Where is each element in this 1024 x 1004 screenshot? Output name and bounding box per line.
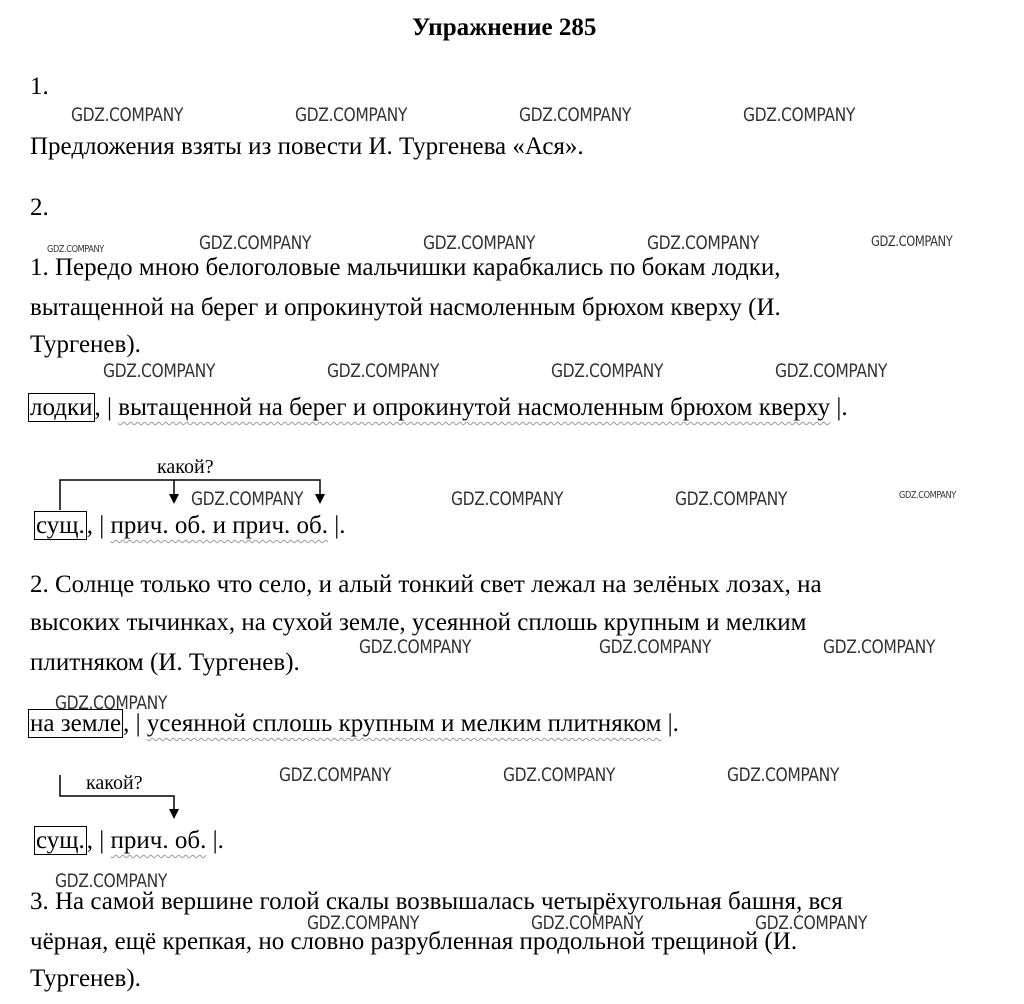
question-label-2: какой? [86, 772, 143, 794]
watermark: GDZ.COMPANY [279, 764, 392, 786]
scheme-1 [34, 511, 346, 541]
watermark: GDZ.COMPANY [295, 104, 408, 126]
defined-noun-box: на земле [30, 710, 122, 737]
separator: , | [123, 710, 147, 737]
sentence-3-line-2: чёрная, ещё крепкая, но словно разрубленная продольной трещиной (И. [30, 928, 798, 955]
part-1-number: 1. [30, 73, 49, 100]
watermark: GDZ.COMPANY [647, 232, 760, 254]
scheme-phrase: прич. об. [110, 827, 207, 854]
sentence-2-line-1: 2. Солнце только что село, и алый тонкий свет лежал на зелёных лозах, на [30, 571, 822, 598]
scheme-end: |. [206, 827, 224, 854]
watermark: GDZ.COMPANY [823, 636, 936, 658]
participial-phrase: вытащенной на берег и опрокинутой насмоленным брюхом кверху [118, 394, 831, 421]
separator: , | [94, 394, 119, 421]
sentence-2-line-3: плитняком (И. Тургенев). [30, 649, 300, 676]
watermark: GDZ.COMPANY [519, 104, 632, 126]
sentence-3-line-3: Тургенев). [30, 965, 141, 992]
watermark: GDZ.COMPANY [199, 232, 312, 254]
sentence-1-line-2: вытащенной на берег и опрокинутой насмоленным брюхом кверху (И. [30, 294, 781, 321]
sentence-1-line-3: Тургенев). [30, 331, 141, 358]
watermark: GDZ.COMPANY [503, 764, 616, 786]
watermark: GDZ.COMPANY [755, 912, 868, 934]
watermark-small: GDZ.COMPANY [871, 234, 953, 250]
watermark-small: GDZ.COMPANY [47, 244, 104, 255]
scheme-separator: , | [86, 827, 111, 854]
sentence-2-line-2: высоких тычинках, на сухой земле, усеянной сплошь крупным и мелким [30, 609, 807, 636]
watermark: GDZ.COMPANY [451, 488, 564, 510]
watermark: GDZ.COMPANY [359, 636, 472, 658]
watermark: GDZ.COMPANY [727, 764, 840, 786]
sentence-1-line-1: 1. Передо мною белоголовые мальчишки карабкались по бокам лодки, [30, 254, 781, 281]
watermark: GDZ.COMPANY [423, 232, 536, 254]
watermark: GDZ.COMPANY [551, 360, 664, 382]
part-2-number: 2. [30, 194, 49, 221]
phrase-end: |. [830, 394, 848, 421]
part-1-text: Предложения взяты из повести И. Тургенева «Ася». [30, 133, 584, 160]
participial-phrase: усеянной сплошь крупным и мелким плитняком [146, 710, 662, 737]
watermark: GDZ.COMPANY [55, 870, 168, 892]
watermark: GDZ.COMPANY [191, 488, 304, 510]
watermark: GDZ.COMPANY [599, 636, 712, 658]
page-title: Упражнение 285 [412, 14, 597, 41]
sentence-3-line-1: 3. На самой вершине голой скалы возвышалась четырёхугольная башня, вся [30, 888, 843, 915]
question-label-1: какой? [157, 456, 214, 478]
scheme-end: |. [328, 512, 346, 539]
watermark-small: GDZ.COMPANY [899, 490, 956, 501]
scheme-noun-box: сущ. [36, 827, 85, 854]
watermark: GDZ.COMPANY [55, 692, 168, 714]
watermark: GDZ.COMPANY [775, 360, 888, 382]
watermark: GDZ.COMPANY [103, 360, 216, 382]
defined-noun-box: лодки [30, 394, 93, 421]
scheme-noun-box: сущ. [36, 512, 85, 539]
watermark: GDZ.COMPANY [327, 360, 440, 382]
watermark: GDZ.COMPANY [675, 488, 788, 510]
watermark: GDZ.COMPANY [307, 912, 420, 934]
scheme-phrase: прич. об. и прич. об. [110, 512, 329, 539]
watermark: GDZ.COMPANY [71, 104, 184, 126]
scheme-2 [34, 826, 224, 856]
watermark: GDZ.COMPANY [531, 912, 644, 934]
watermark: GDZ.COMPANY [743, 104, 856, 126]
phrase-end: |. [661, 710, 679, 737]
scheme-separator: , | [86, 512, 111, 539]
